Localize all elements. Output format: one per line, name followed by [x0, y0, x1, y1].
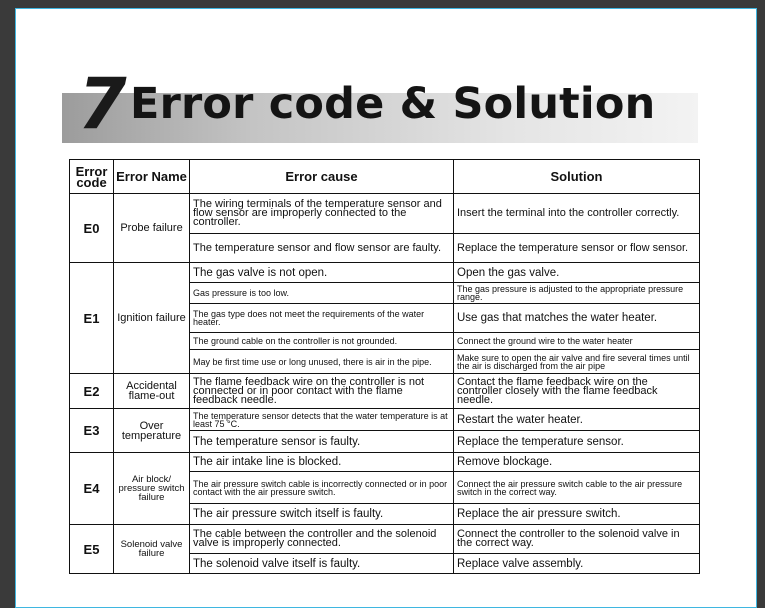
error-solution: Make sure to open the air valve and fire several times until the air is discharged from the air pipe: [454, 350, 700, 374]
error-cause: The cable between the controller and the solenoid valve is improperly connected.: [190, 525, 454, 554]
error-solution: Open the gas valve.: [454, 263, 700, 283]
error-solution: Insert the terminal into the controller correctly.: [454, 194, 700, 234]
error-cause: The wiring terminals of the temperature sensor and flow sensor are improperly connected to the controller.: [190, 194, 454, 234]
error-cause: The ground cable on the controller is not grounded.: [190, 333, 454, 350]
error-solution: Restart the water heater.: [454, 409, 700, 431]
error-solution: Contact the flame feedback wire on the controller closely with the flame feedback needle.: [454, 374, 700, 409]
section-number: 7: [78, 63, 127, 145]
error-name: Air block/ pressure switch failure: [114, 453, 190, 525]
error-name: Over temperature: [114, 409, 190, 453]
header-error-name: Error Name: [114, 160, 190, 194]
error-solution: Replace the air pressure switch.: [454, 504, 700, 525]
error-name: Probe failure: [114, 194, 190, 263]
error-name: Accidental flame-out: [114, 374, 190, 409]
error-cause: May be first time use or long unused, there is air in the pipe.: [190, 350, 454, 374]
error-solution: Replace the temperature sensor.: [454, 431, 700, 453]
error-code: E1: [70, 263, 114, 374]
manual-page: [15, 8, 757, 608]
section-title: Error code & Solution: [130, 79, 656, 129]
error-cause: The temperature sensor is faulty.: [190, 431, 454, 453]
table-row: [70, 525, 700, 554]
error-cause: The solenoid valve itself is faulty.: [190, 554, 454, 574]
error-cause: The temperature sensor and flow sensor are faulty.: [190, 234, 454, 263]
error-cause: Gas pressure is too low.: [190, 283, 454, 304]
error-cause: The gas valve is not open.: [190, 263, 454, 283]
error-code-table: [69, 159, 700, 574]
error-code: E5: [70, 525, 114, 574]
error-code: E0: [70, 194, 114, 263]
error-solution: Connect the air pressure switch cable to the air pressure switch in the correct way.: [454, 472, 700, 504]
error-code: E3: [70, 409, 114, 453]
table-row: [70, 374, 700, 409]
error-solution: Remove blockage.: [454, 453, 700, 472]
error-cause: The air pressure switch itself is faulty.: [190, 504, 454, 525]
header-solution: Solution: [454, 160, 700, 194]
header-error-code: Error code: [70, 160, 114, 194]
table-row: [70, 194, 700, 234]
error-cause: The air intake line is blocked.: [190, 453, 454, 472]
error-name: Ignition failure: [114, 263, 190, 374]
table-row: [70, 453, 700, 472]
error-cause: The temperature sensor detects that the water temperature is at least 75 °C.: [190, 409, 454, 431]
error-code: E4: [70, 453, 114, 525]
error-cause: The air pressure switch cable is incorrectly connected or in poor contact with the air pressure switch.: [190, 472, 454, 504]
error-solution: Connect the ground wire to the water heater: [454, 333, 700, 350]
error-solution: Replace valve assembly.: [454, 554, 700, 574]
error-solution: The gas pressure is adjusted to the appropriate pressure range.: [454, 283, 700, 304]
error-solution: Connect the controller to the solenoid valve in the correct way.: [454, 525, 700, 554]
table-row: [70, 263, 700, 283]
error-code: E2: [70, 374, 114, 409]
error-cause: The flame feedback wire on the controller is not connected or in poor contact with the flame feedback needle.: [190, 374, 454, 409]
table-row: [70, 409, 700, 431]
error-name: Solenoid valve failure: [114, 525, 190, 574]
table-header-row: [70, 160, 700, 194]
error-solution: Replace the temperature sensor or flow sensor.: [454, 234, 700, 263]
error-cause: The gas type does not meet the requirements of the water heater.: [190, 304, 454, 333]
error-solution: Use gas that matches the water heater.: [454, 304, 700, 333]
header-error-cause: Error cause: [190, 160, 454, 194]
